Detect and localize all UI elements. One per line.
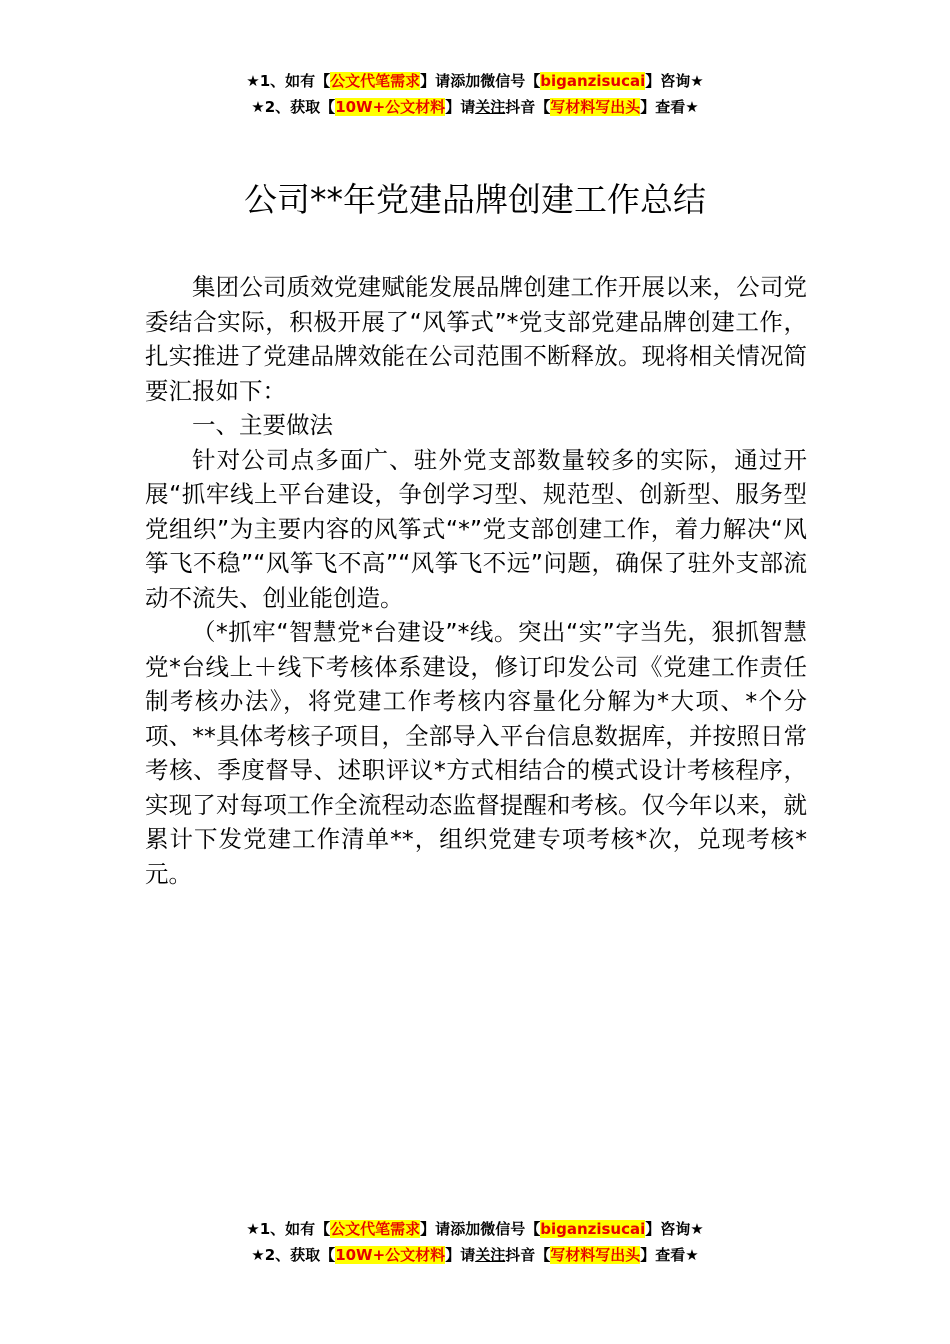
banner-emphasis: 添加 — [450, 1220, 481, 1238]
banner-text: 】咨询★ — [645, 72, 704, 90]
banner-text: 微信号【 — [480, 1220, 541, 1238]
banner-highlight: 10W+公文材料 — [335, 98, 446, 116]
banner-text: 抖音【 — [505, 98, 551, 116]
banner-emphasis: 关注 — [475, 98, 506, 116]
banner-text: 】查看★ — [640, 1246, 699, 1264]
banner-highlight: 公文代笔需求 — [330, 72, 421, 90]
banner-line-1 — [0, 68, 950, 94]
document-body — [145, 270, 807, 891]
banner-highlight: 公文代笔需求 — [330, 1220, 421, 1238]
document-title: 公司**年党建品牌创建工作总结 — [244, 180, 706, 219]
banner-line-2 — [0, 94, 950, 120]
banner-text: 】请 — [445, 1246, 476, 1264]
banner-highlight: biganzisucai — [540, 72, 646, 90]
paragraph: 集团公司质效党建赋能发展品牌创建工作开展以来，公司党委结合实际，积极开展了“风筝式”*党支部党建品牌创建工作，扎实推进了党建品牌效能在公司范围不断释放。现将相关情况简要汇报如下： — [145, 273, 807, 405]
banner-highlight: 写材料写出头 — [550, 98, 641, 116]
banner-highlight: 写材料写出头 — [550, 1246, 641, 1264]
banner-line-2 — [0, 1242, 950, 1268]
banner-text: 】请 — [445, 98, 476, 116]
banner-text: ★2、获取【 — [251, 1246, 336, 1264]
banner-highlight: 10W+公文材料 — [335, 1246, 446, 1264]
paragraph: 针对公司点多面广、驻外党支部数量较多的实际，通过开展“抓牢线上平台建设，争创学习型、规范型、创新型、服务型党组织”为主要内容的风筝式“*”党支部创建工作，着力解决“风筝飞不稳”“风筝飞不高”“风筝飞不远”问题，确保了驻外支部流动不流失、创业能创造。 — [145, 445, 807, 612]
paragraph: （*抓牢“智慧党*台建设”*线。突出“实”字当先，狠抓智慧党*台线上＋线下考核体系建设，修订印发公司《党建工作责任制考核办法》，将党建工作考核内容量化分解为*大项、*个分项、**具体考核子项目，全部导入平台信息数据库，并按照日常考核、季度督导、述职评议*方式相结合的模式设计考核程序，实现了对每项工作全流程动态监督提醒和考核。仅今年以来，就累计下发党建工作清单**，组织党建专项考核*次，兑现考核*元。 — [145, 618, 807, 888]
banner-line-1 — [0, 1216, 950, 1242]
banner-text: ★1、如有【 — [246, 1220, 331, 1238]
banner-highlight: biganzisucai — [540, 1220, 646, 1238]
banner-emphasis: 添加 — [450, 72, 481, 90]
banner-emphasis: 关注 — [475, 1246, 506, 1264]
banner-text: ★1、如有【 — [246, 72, 331, 90]
banner-text: 】咨询★ — [645, 1220, 704, 1238]
header-banner — [0, 68, 950, 120]
section-heading: 一、主要做法 — [192, 411, 333, 439]
banner-text: 】请 — [420, 1220, 451, 1238]
banner-text: 抖音【 — [505, 1246, 551, 1264]
banner-text: 微信号【 — [480, 72, 541, 90]
footer-banner — [0, 1216, 950, 1268]
banner-text: ★2、获取【 — [251, 98, 336, 116]
banner-text: 】查看★ — [640, 98, 699, 116]
banner-text: 】请 — [420, 72, 451, 90]
